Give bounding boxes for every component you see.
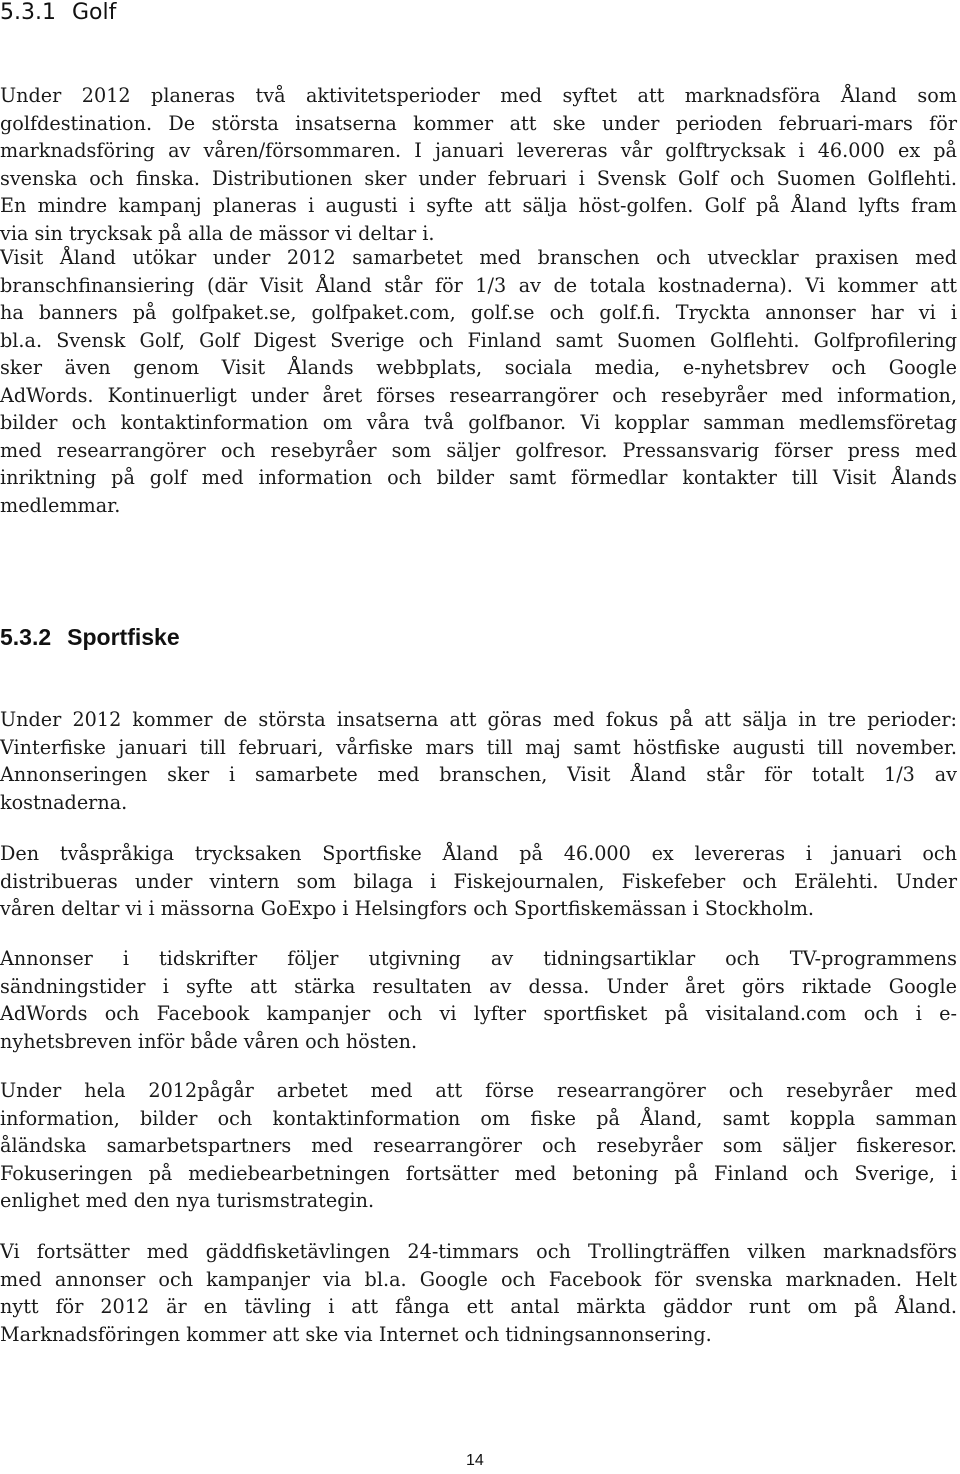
section-number: 5.3.1 (0, 0, 56, 25)
text-line: våren deltar vi i mässorna GoExpo i Helsingfors och Sportfiskemässan i Stockholm. (0, 897, 815, 920)
text-line: En mindre kampanj planeras i augusti i syfte att sälja höst-golfen. Golf på Åland lyfts fram (0, 194, 957, 217)
text-line: Visit Åland utökar under 2012 samarbetet med branschen och utvecklar praxisen med (0, 246, 957, 269)
text-line: distribueras under vintern som bilaga i Fiskejournalen, Fiskefeber och Erälehti. Under (0, 869, 957, 893)
text-line: svenska och finska. Distributionen sker under februari i Svensk Golf och Suomen Golflehti. (0, 166, 957, 190)
text-line: Vi fortsätter med gäddfisketävlingen 24-timmars och Trollingträffen vilken marknadsförs (0, 1240, 957, 1263)
text-line: Annonseringen sker i samarbete med branschen, Visit Åland står för totalt 1/3 av (0, 763, 957, 786)
text-line: medlemmar. (0, 493, 121, 517)
text-line: med annonser och kampanjer via bl.a. Google och Facebook för svenska marknaden. Helt (0, 1267, 957, 1291)
text-line: AdWords. Kontinuerligt under året förses researrangörer och resebyråer med information, (0, 383, 957, 407)
text-line: Marknadsföringen kommer att ske via Internet och tidningsannonsering. (0, 1322, 712, 1346)
text-line: Den tvåspråkiga trycksaken Sportfiske Åland på 46.000 ex levereras i januari och (0, 842, 957, 865)
text-line: bilder och kontaktinformation om våra två golfbanor. Vi kopplar samman medlemsföretag (0, 411, 957, 434)
section-heading-golf (0, 0, 116, 25)
section-number: 5.3.2 (0, 624, 52, 650)
text-line: Annonser i tidskrifter följer utgivning av tidningsartiklar och TV-programmens (0, 947, 957, 970)
text-line: Under 2012 planeras två aktivitetsperioder med syftet att marknadsföra Åland som (0, 84, 957, 107)
text-line: nytt för 2012 är en tävling i att fånga ett antal märkta gäddor runt om på Åland. (0, 1295, 957, 1318)
paragraph (0, 945, 957, 1055)
paragraph (0, 244, 957, 519)
section-title: Golf (71, 0, 117, 25)
text-line: information, bilder och kontaktinformation om fiske på Åland, samt koppla samman (0, 1106, 957, 1130)
text-line: med researrangörer och resebyråer som säljer golfresor. Pressansvarig förser press med (0, 438, 957, 462)
paragraph (0, 82, 957, 247)
text-line: marknadsföring av våren/försommaren. I januari levereras vår golftrycksak i 46.000 ex på (0, 139, 957, 162)
paragraph (0, 1077, 957, 1215)
text-line: bl.a. Svensk Golf, Golf Digest Sverige och Finland samt Suomen Golflehti. Golfprofilering (0, 328, 957, 352)
text-line: via sin trycksak på alla de mässor vi deltar i. (0, 221, 435, 245)
paragraph (0, 1238, 957, 1348)
text-line: kostnaderna. (0, 790, 128, 814)
text-line: Under 2012 kommer de största insatserna att göras med fokus på att sälja in tre perioder: (0, 708, 957, 731)
text-line: golfdestination. De största insatserna kommer att ske under perioden februari-mars för (0, 111, 957, 135)
text-line: sändningstider i syfte att stärka resultaten av dessa. Under året görs riktade Google (0, 974, 957, 998)
text-line: Fokuseringen på mediebearbetningen fortsätter med betoning på Finland och Sverige, i (0, 1161, 957, 1185)
text-line: branschfinansiering (där Visit Åland står för 1/3 av de totala kostnaderna). Vi kommer att (0, 273, 957, 297)
text-line: inriktning på golf med information och bilder samt förmedlar kontakter till Visit Ålands (0, 466, 957, 489)
text-line: sker även genom Visit Ålands webbplats, sociala media, e-nyhetsbrev och Google (0, 356, 957, 379)
text-line: nyhetsbreven inför både våren och hösten. (0, 1029, 418, 1053)
text-line: AdWords och Facebook kampanjer och vi lyfter sportfisket på visitaland.com och i e- (0, 1002, 957, 1025)
paragraph (0, 706, 957, 816)
section-title: Sportfiske (67, 624, 180, 650)
text-line: Vinterfiske januari till februari, vårfiske mars till maj samt höstfiske augusti till november. (0, 735, 957, 759)
paragraph (0, 840, 957, 923)
text-line: ha banners på golfpaket.se, golfpaket.com, golf.se och golf.fi. Tryckta annonser har vi i (0, 301, 957, 324)
page-number: 14 (466, 1452, 484, 1469)
text-line: åländska samarbetspartners med researrangörer och resebyråer som säljer fiskeresor. (0, 1134, 957, 1157)
text-line: enlighet med den nya turismstrategin. (0, 1189, 375, 1212)
section-heading-sportfiske (0, 624, 180, 651)
text-line: Under hela 2012pågår arbetet med att förse researrangörer och resebyråer med (0, 1079, 957, 1102)
